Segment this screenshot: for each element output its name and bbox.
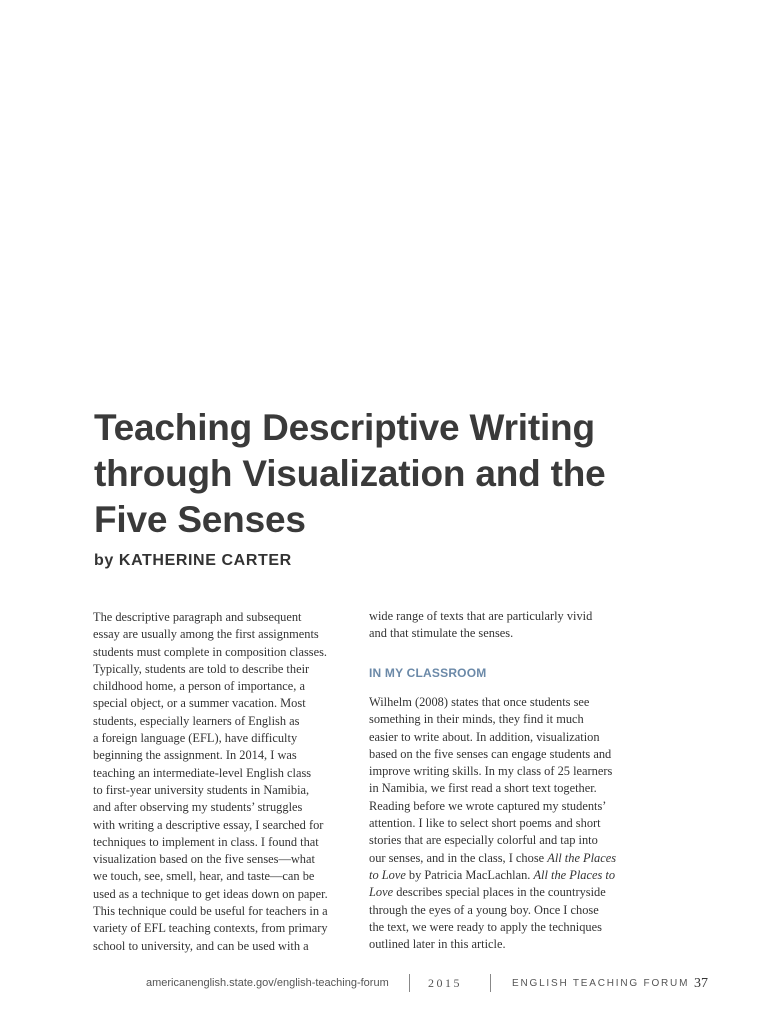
text-line: outlined later in this article. bbox=[369, 937, 506, 952]
text-line: The descriptive paragraph and subsequent bbox=[93, 610, 302, 624]
text-line: Reading before we wrote captured my students’ bbox=[369, 798, 607, 813]
article-title bbox=[94, 405, 654, 543]
text-line: students must complete in composition classes. bbox=[93, 644, 328, 659]
footer-year: 2015 bbox=[428, 976, 462, 990]
title-line: Five Senses bbox=[94, 499, 306, 540]
page-footer bbox=[0, 972, 768, 996]
section-heading: IN MY CLASSROOM bbox=[369, 666, 487, 680]
text-line: in Namibia, we first read a short text together. bbox=[369, 781, 597, 796]
text-line: school to university, and can be used with a bbox=[93, 938, 309, 953]
text-line: easier to write about. In addition, visualization bbox=[369, 729, 600, 744]
right-column-body bbox=[369, 694, 631, 953]
footer-divider bbox=[409, 974, 410, 992]
text-line: special object, or a summer vacation. Most bbox=[93, 696, 306, 711]
text-line: students, especially learners of English as bbox=[93, 713, 300, 728]
right-column-continuation bbox=[369, 608, 631, 643]
text-line: and that stimulate the senses. bbox=[369, 626, 514, 641]
text-run: describes special places in the countryside bbox=[393, 885, 606, 900]
text-line: used as a technique to get ideas down on paper. bbox=[93, 886, 328, 901]
text-line: Typically, students are told to describe their bbox=[93, 661, 310, 676]
text-line: based on the five senses can engage students and bbox=[369, 746, 612, 761]
text-run: by Patricia MacLachlan. bbox=[405, 867, 534, 882]
text-line bbox=[369, 867, 631, 884]
text-line: This technique could be useful for teachers in a bbox=[93, 904, 328, 919]
title-line: through Visualization and the bbox=[94, 453, 606, 494]
text-line: visualization based on the five senses—what bbox=[93, 852, 315, 867]
text-line: and after observing my students’ struggles bbox=[93, 800, 303, 815]
footer-url: americanenglish.state.gov/english-teaching-forum bbox=[146, 977, 389, 989]
footer-divider bbox=[490, 974, 491, 992]
text-line bbox=[369, 850, 631, 867]
text-line: attention. I like to select short poems and short bbox=[369, 816, 601, 831]
book-title: All the Places bbox=[547, 850, 617, 865]
text-line: with writing a descriptive essay, I searched for bbox=[93, 817, 324, 832]
text-run: our senses, and in the class, I chose bbox=[369, 850, 548, 865]
text-line: we touch, see, smell, hear, and taste—can be bbox=[93, 869, 315, 884]
text-line: stories that are especially colorful and tap into bbox=[369, 833, 598, 848]
text-line: to first-year university students in Namibia, bbox=[93, 782, 310, 797]
text-line: beginning the assignment. In 2014, I was bbox=[93, 748, 297, 763]
text-line: improve writing skills. In my class of 25 learners bbox=[369, 764, 613, 779]
text-line: a foreign language (EFL), have difficulty bbox=[93, 731, 298, 746]
text-line: the text, we were ready to apply the techniques bbox=[369, 919, 602, 934]
book-title: Love bbox=[369, 885, 394, 900]
text-line: essay are usually among the first assignments bbox=[93, 627, 319, 642]
book-title: to Love bbox=[369, 867, 406, 882]
title-line: Teaching Descriptive Writing bbox=[94, 407, 595, 448]
page-number: 37 bbox=[694, 976, 708, 991]
text-line: Wilhelm (2008) states that once students see bbox=[369, 695, 590, 709]
text-line bbox=[369, 884, 631, 901]
left-column bbox=[93, 609, 355, 955]
byline: by KATHERINE CARTER bbox=[94, 552, 292, 569]
text-line: teaching an intermediate-level English class bbox=[93, 765, 312, 780]
text-line: techniques to implement in class. I found that bbox=[93, 834, 319, 849]
footer-journal-name: ENGLISH TEACHING FORUM bbox=[512, 978, 690, 989]
text-line: through the eyes of a young boy. Once I chose bbox=[369, 902, 599, 917]
book-title: All the Places to bbox=[533, 867, 616, 882]
text-line: something in their minds, they find it much bbox=[369, 712, 584, 727]
text-line: wide range of texts that are particularly vivid bbox=[369, 609, 593, 623]
text-line: childhood home, a person of importance, a bbox=[93, 679, 305, 694]
text-line: variety of EFL teaching contexts, from primary bbox=[93, 921, 328, 936]
